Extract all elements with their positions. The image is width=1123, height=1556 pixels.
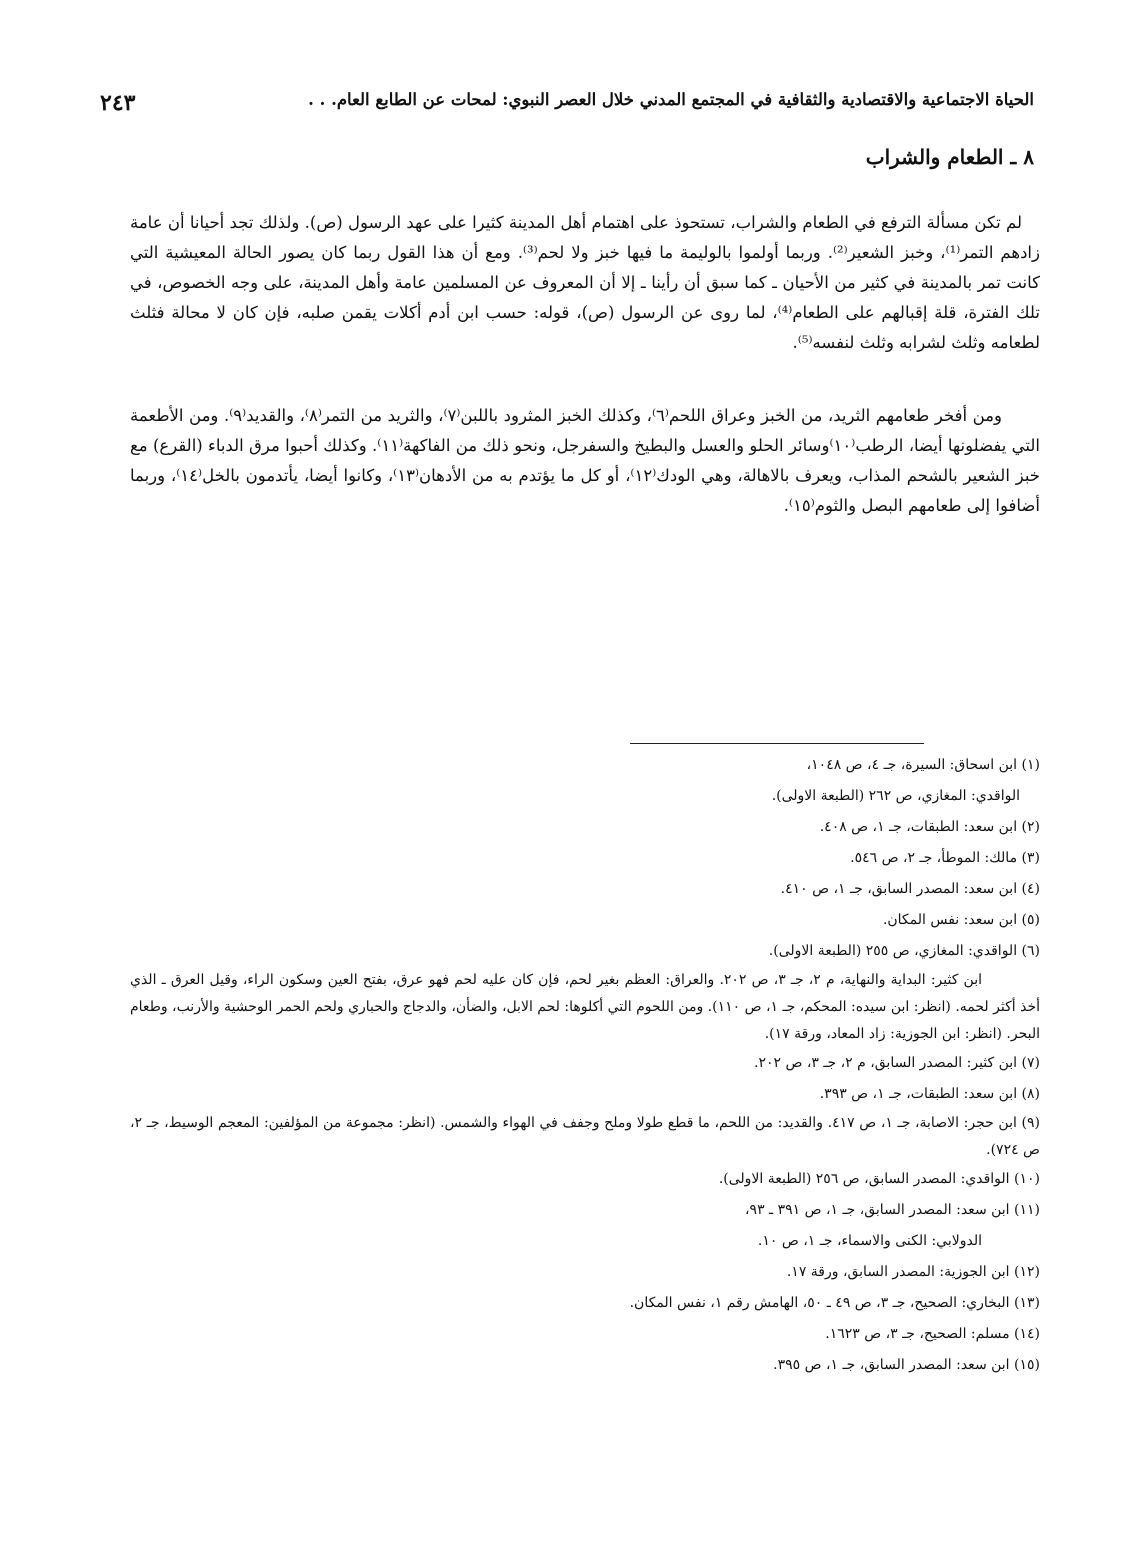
footnotes xyxy=(130,750,1040,1381)
footnote-separator xyxy=(630,743,924,744)
footnote: (٥) ابن سعد: نفس المكان. xyxy=(882,912,1040,928)
paragraph: لم تكن مسألة الترفع في الطعام والشراب، تستحوذ على اهتمام أهل المدينة كثيرا على عهد الرسول (ص). ولذلك تجد أحيانا أن عامة زادهم التمر⁽¹⁾، وخبز الشعير⁽²⁾. وربما أولموا بالوليمة ما فيها خبز ولا لحم⁽³⁾. ومع أن هذا القول ربما كان يصور الحالة المعيشية التي كانت تمر بالمدينة في كثير من الأحيان ـ كما سبق أن رأينا ـ إلا أن المعروف عن المسلمين عامة وأهل المدينة، على وجه الخصوص، في تلك الفترة، قلة إقبالهم على الطعام⁽⁴⁾، لما روى عن الرسول (ص)، قوله: حسب ابن أدم أكلات يقمن صلبه، فإن كان لا محالة فثلث لطعامه وثلث لشرابه وثلث لنفسه⁽⁵⁾. xyxy=(130,213,1040,352)
footnote-continuation: ابن كثير: البداية والنهاية، م ٢، جـ ٣، ص ٢٠٢. والعراق: العظم بغير لحم، فإن كان عليه لحم فهو عرق، بفتح العين وسكون الراء، وقيل العرق ـ الذي أخذ أكثر لحمه. (انظر: ابن سيده: المحكم، جـ ١، ص ١١٠). ومن اللحوم التي أكلوها: لحم الابل، والضأن، والدجاج والحباري ولحم الحمر الوحشية والأرنب، وطعام البحر. (انظر: ابن الجوزية: زاد المعاد، ورقة ١٧). xyxy=(130,972,1040,1042)
footnote: (٦) الواقدي: المغازي، ص ٢٥٥ (الطبعة الاولى). xyxy=(768,943,1040,959)
footnote: (٢) ابن سعد: الطبقات، جـ ١، ص ٤٠٨. xyxy=(819,819,1040,835)
footnote: (٨) ابن سعد: الطبقات، جـ ١، ص ٣٩٣. xyxy=(819,1086,1040,1102)
footnote: (٧) ابن كثير: المصدر السابق، م ٢، جـ ٣، ص ٢٠٢. xyxy=(754,1055,1040,1071)
footnote: (٤) ابن سعد: المصدر السابق، جـ ١، ص ٤١٠. xyxy=(780,881,1040,897)
footnote-continuation: الدولابي: الكنى والاسماء، جـ ١، ص ١٠. xyxy=(757,1233,982,1249)
section-heading: ٨ ـ الطعام والشراب xyxy=(865,144,1034,169)
footnote: (١٢) ابن الجوزية: المصدر السابق، ورقة ١٧. xyxy=(786,1264,1040,1280)
footnote: (١٣) البخاري: الصحيح، جـ ٣، ص ٤٩ ـ ٥٠، الهامش رقم ١، نفس المكان. xyxy=(629,1295,1040,1311)
footnote: (١٤) مسلم: الصحيح، جـ ٣، ص ١٦٢٣. xyxy=(825,1326,1040,1342)
footnote: (٩) ابن حجر: الاصابة، جـ ١، ص ٤١٧. والقديد: من اللحم، ما قطع طولا وملح وجفف في الهواء والشمس. (انظر: مجموعة من المؤلفين: المعجم الوسيط، جـ ٢، ص ٧٢٤). xyxy=(130,1115,1040,1158)
running-header xyxy=(100,90,1034,126)
footnote-continuation: الواقدي: المغازي، ص ٢٦٢ (الطبعة الاولى). xyxy=(771,788,1020,804)
footnote: (١٥) ابن سعد: المصدر السابق، جـ ١، ص ٣٩٥. xyxy=(773,1357,1040,1373)
paragraph: ومن أفخر طعامهم الثريد، من الخبز وعراق اللحم⁽٦⁾، وكذلك الخبز المثرود باللبن⁽٧⁾، والثريد من التمر⁽٨⁾، والقديد⁽٩⁾. ومن الأطعمة التي يفضلونها أيضا، الرطب⁽١٠⁾وسائر الحلو والعسل والبطيخ والسفرجل، ونحو ذلك من الفاكهة⁽١١⁾. وكذلك أحبوا مرق الدباء (القرع) مع خبز الشعير بالشحم المذاب، ويعرف بالاهالة، وهي الودك⁽١٢⁾، أو كل ما يؤتدم به من الأدهان⁽١٣⁾، وكانوا أيضا، يأتدمون بالخل⁽١٤⁾، وربما أضافوا إلى طعامهم البصل والثوم⁽١٥⁾. xyxy=(130,406,1041,515)
footnote: (٣) مالك: الموطأ، جـ ٢، ص ٥٤٦. xyxy=(850,850,1040,866)
page-number: ٢٤٣ xyxy=(100,90,136,116)
page-header-title: الحياة الاجتماعية والاقتصادية والثقافية في المجتمع المدني خلال العصر النبوي: لمحات عن الطابع العام. . . xyxy=(308,90,1034,109)
main-text xyxy=(130,208,1040,521)
footnote: (١) ابن اسحاق: السيرة، جـ ٤، ص ١٠٤٨، xyxy=(806,757,1040,773)
footnote: (١٠) الواقدي: المصدر السابق، ص ٢٥٦ (الطبعة الاولى). xyxy=(718,1171,1040,1187)
footnote: (١١) ابن سعد: المصدر السابق، جـ ١، ص ٣٩١ ـ ٩٣، xyxy=(745,1202,1040,1218)
